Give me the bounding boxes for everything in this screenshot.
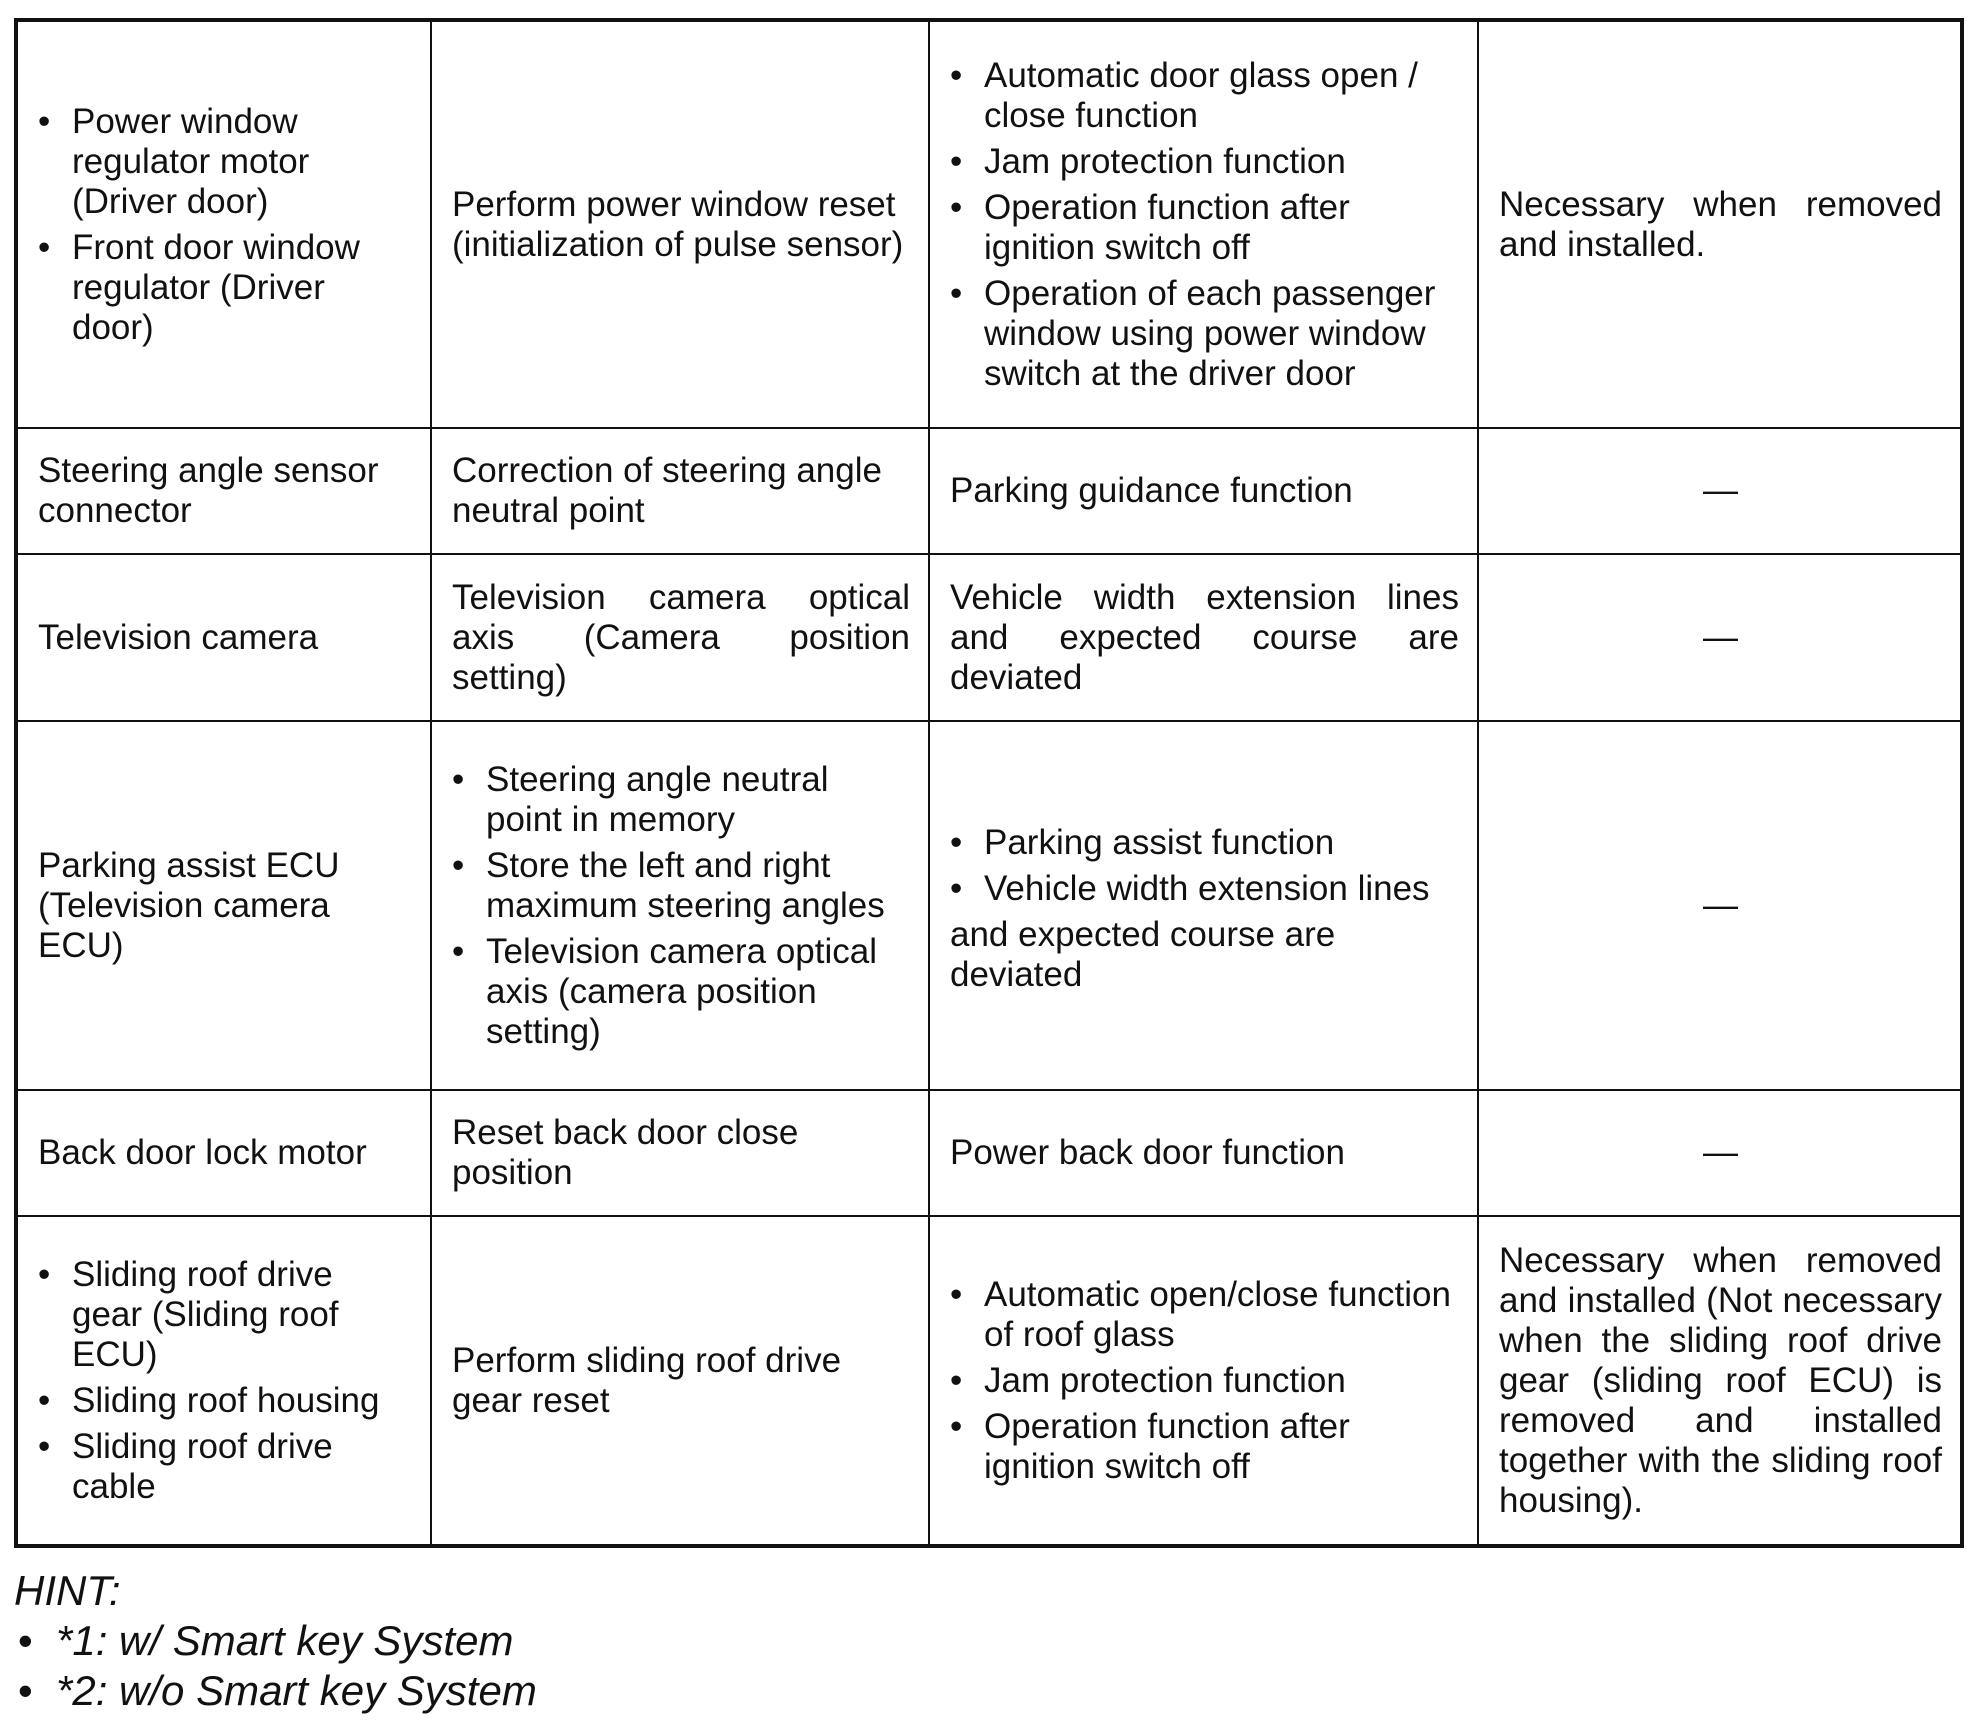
hint-title: HINT:	[14, 1567, 121, 1614]
hint-item: • *1: w/ Smart key System	[14, 1616, 537, 1666]
list-item: • Front door window regulator (Driver door)	[38, 228, 412, 348]
note-cell: Necessary when removed and installed (Not necessary when the sliding roof drive gear (sliding roof ECU) is removed and installed together with the sliding roof housing).	[1478, 1216, 1962, 1546]
functions-cell	[929, 20, 1478, 428]
part-cell: Parking assist ECU (Television camera ECU)	[16, 721, 431, 1090]
list-item: • Power window regulator motor (Driver door)	[38, 102, 412, 222]
list-item: • Parking assist function	[950, 823, 1459, 863]
procedure-cell: Correction of steering angle neutral point	[431, 428, 929, 554]
list-item: • Automatic door glass open / close function	[950, 56, 1459, 136]
hint-section	[14, 1566, 537, 1716]
procedure-cell: Reset back door close position	[431, 1090, 929, 1216]
procedure-cell: Perform sliding roof drive gear reset	[431, 1216, 929, 1546]
list-item: • Sliding roof drive gear (Sliding roof ECU)	[38, 1255, 412, 1375]
part-cell: Steering angle sensor connector	[16, 428, 431, 554]
list-item: • Automatic open/close function of roof glass	[950, 1275, 1459, 1355]
note-cell: —	[1478, 1090, 1962, 1216]
table-row	[16, 721, 1962, 1090]
table-row	[16, 1090, 1962, 1216]
functions-cell: Parking guidance function	[929, 428, 1478, 554]
list-item: • Operation function after ignition switch off	[950, 1407, 1459, 1487]
list-item: • Sliding roof drive cable	[38, 1427, 412, 1507]
procedure-cell	[431, 721, 929, 1090]
continuation-text: and expected course are deviated	[950, 914, 1336, 994]
part-cell: Television camera	[16, 554, 431, 721]
functions-cell: Vehicle width extension lines and expected course are deviated	[929, 554, 1478, 721]
list-item: • Operation function after ignition switch off	[950, 188, 1459, 268]
hint-item: • *2: w/o Smart key System	[14, 1666, 537, 1716]
procedure-cell: Perform power window reset (initialization of pulse sensor)	[431, 20, 929, 428]
list-item: • Vehicle width extension lines	[950, 869, 1459, 909]
functions-cell	[929, 1216, 1478, 1546]
list-item: • Jam protection function	[950, 1361, 1459, 1401]
table-row	[16, 428, 1962, 554]
list-item: • Store the left and right maximum steering angles	[452, 846, 910, 926]
table-row	[16, 554, 1962, 721]
part-cell	[16, 20, 431, 428]
list-item: • Jam protection function	[950, 142, 1459, 182]
procedure-cell: Television camera optical axis (Camera position setting)	[431, 554, 929, 721]
functions-cell: Power back door function	[929, 1090, 1478, 1216]
note-cell: —	[1478, 428, 1962, 554]
repair-requirements-table	[14, 18, 1964, 1548]
part-cell: Back door lock motor	[16, 1090, 431, 1216]
note-cell: Necessary when removed and installed.	[1478, 20, 1962, 428]
part-cell	[16, 1216, 431, 1546]
list-item: • Sliding roof housing	[38, 1381, 412, 1421]
list-item: • Television camera optical axis (camera position setting)	[452, 932, 910, 1052]
list-item: • Operation of each passenger window using power window switch at the driver door	[950, 274, 1459, 394]
table-row	[16, 20, 1962, 428]
functions-cell	[929, 721, 1478, 1090]
table-row	[16, 1216, 1962, 1546]
list-item: • Steering angle neutral point in memory	[452, 760, 910, 840]
note-cell: —	[1478, 721, 1962, 1090]
note-cell: —	[1478, 554, 1962, 721]
